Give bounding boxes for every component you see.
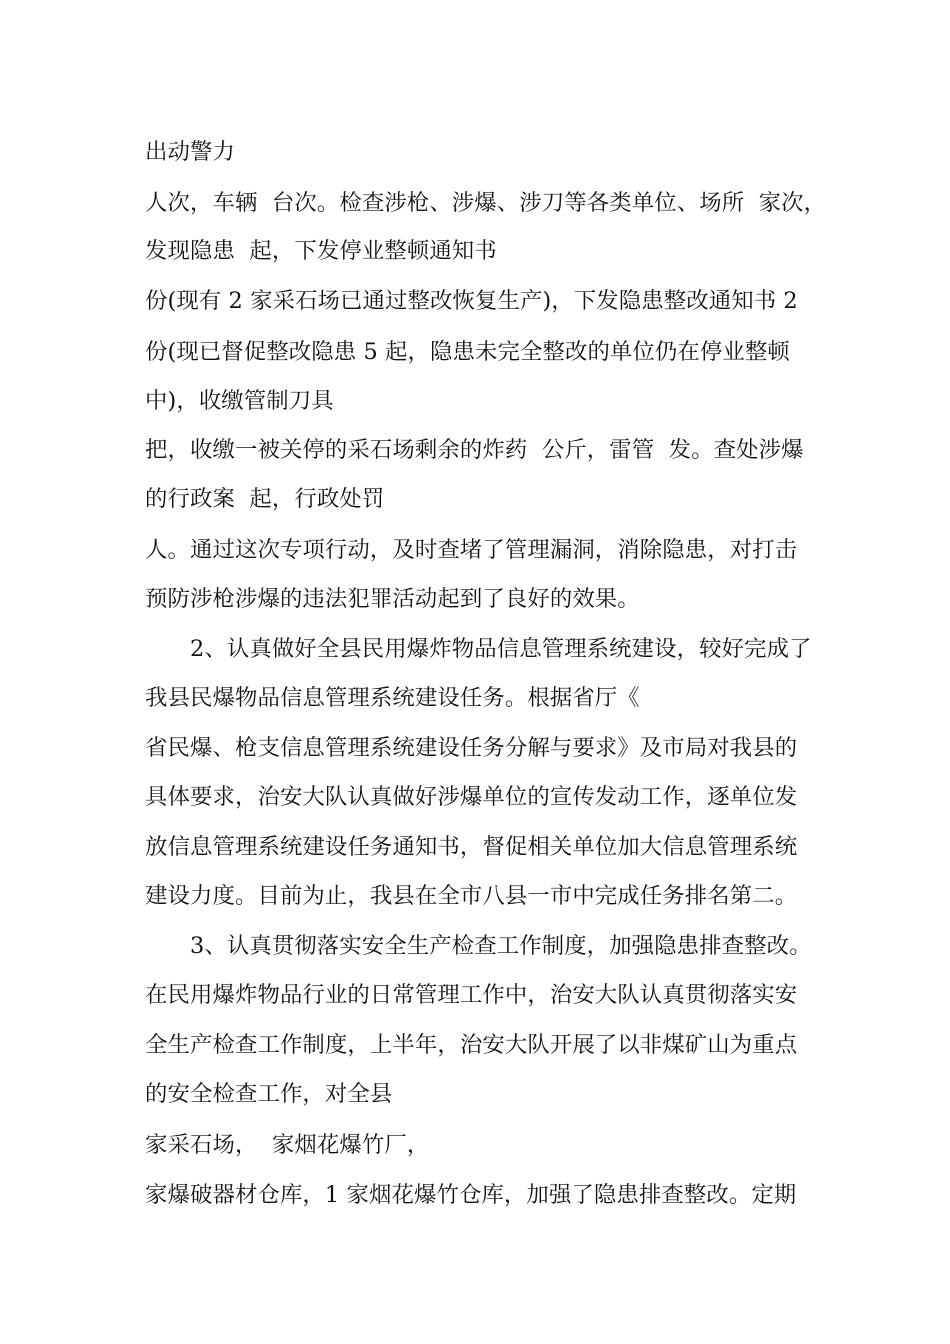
text-line: 人。通过这次专项行动，及时查堵了管理漏洞，消除隐患，对打击 (145, 537, 798, 563)
text-line: 预防涉枪涉爆的违法犯罪活动起到了良好的效果。 (145, 586, 640, 612)
text-line: 份(现已督促整改隐患 5 起，隐患未完全整改的单位仍在停业整顿 (145, 339, 790, 365)
text-line: 发现隐患 起，下发停业整顿通知书 (145, 238, 497, 264)
paragraph-3-first-line: 3、认真贯彻落实安全生产检查工作制度，加强隐患排查整改。 (190, 933, 812, 959)
text-line: 把，收缴一被关停的采石场剩余的炸药 公斤，雷管 发。查处涉爆 (145, 437, 804, 463)
text-line: 建设力度。目前为止，我县在全市八县一市中完成任务排名第二。 (145, 883, 798, 909)
text-line: 省民爆、枪支信息管理系统建设任务分解与要求》及市局对我县的 (145, 735, 798, 761)
text-line: 份(现有 2 家采石场已通过整改恢复生产)，下发隐患整改通知书 2 (145, 288, 798, 314)
text-line: 的行政案 起，行政处罚 (145, 486, 385, 512)
text-line: 全生产检查工作制度，上半年，治安大队开展了以非煤矿山为重点 (145, 1032, 798, 1058)
text-line: 在民用爆炸物品行业的日常管理工作中，治安大队认真贯彻落实安 (145, 982, 798, 1008)
text-line: 放信息管理系统建设任务通知书，督促相关单位加大信息管理系统 (145, 834, 798, 860)
text-line: 中)，收缴管制刀具 (145, 388, 334, 414)
text-line: 具体要求，治安大队认真做好涉爆单位的宣传发动工作，逐单位发 (145, 784, 798, 810)
text-line: 的安全检查工作，对全县 (145, 1081, 393, 1107)
text-line: 人次，车辆 台次。检查涉枪、涉爆、涉刀等各类单位、场所 家次， (145, 190, 827, 216)
text-line: 出动警力 (145, 139, 235, 165)
paragraph-2-first-line: 2、认真做好全县民用爆炸物品信息管理系统建设，较好完成了 (190, 636, 812, 662)
text-line: 家爆破器材仓库，1 家烟花爆竹仓库，加强了隐患排查整改。定期 (145, 1182, 797, 1208)
text-line: 家采石场， 家烟花爆竹厂， (145, 1132, 430, 1158)
text-line: 我县民爆物品信息管理系统建设任务。根据省厅《 (145, 685, 640, 711)
